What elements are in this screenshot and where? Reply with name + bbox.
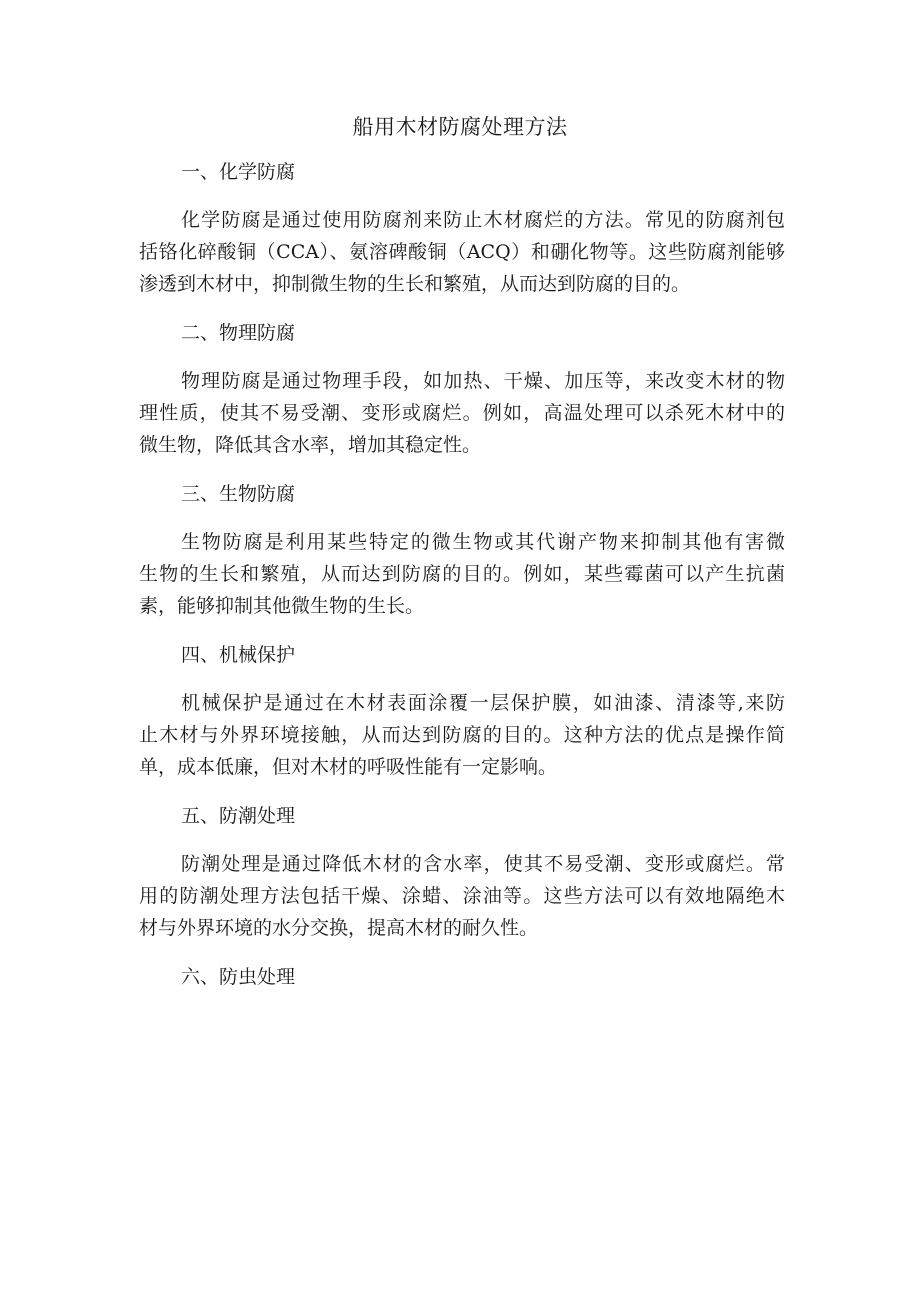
paragraph-line: 单，成本低廉，但对木材的呼吸性能有一定影响。 (139, 756, 558, 778)
section-heading: 四、机械保护 (181, 644, 296, 666)
section-physical-preservation (139, 317, 785, 478)
paragraph-line: 生物防腐是利用某些特定的微生物或其代谢产物来抑制其他有害微 (181, 531, 785, 553)
paragraph-line: 微生物，降低其含水率，增加其稳定性。 (139, 434, 482, 456)
paragraph-line: 括铬化碎酸铜（CCA）、氨溶碑酸铜（ACQ）和硼化物等。这些防腐剂能够 (139, 241, 785, 263)
paragraph-line: 材与外界环境的水分交换，提高木材的耐久性。 (139, 917, 539, 939)
paragraph-line: 素，能够抑制其他微生物的生长。 (139, 595, 425, 617)
section-insect-proofing (139, 961, 785, 993)
section-paragraph (139, 365, 785, 461)
section-biological-preservation (139, 478, 785, 639)
section-paragraph (139, 848, 785, 944)
section-heading: 二、物理防腐 (181, 322, 296, 344)
section-chemical-preservation (139, 156, 785, 317)
section-paragraph (139, 687, 785, 783)
section-paragraph (139, 204, 785, 300)
paragraph-line: 化学防腐是通过使用防腐剂来防止木材腐烂的方法。常见的防腐剂包 (181, 209, 785, 231)
section-mechanical-protection (139, 639, 785, 800)
paragraph-line: 生物的生长和繁殖，从而达到防腐的目的。例如，某些霉菌可以产生抗菌 (139, 563, 785, 585)
paragraph-line: 渗透到木材中，抑制微生物的生长和繁殖，从而达到防腐的目的。 (139, 273, 691, 295)
section-paragraph (139, 526, 785, 622)
section-heading: 三、生物防腐 (181, 483, 296, 505)
paragraph-line: 理性质，使其不易受潮、变形或腐烂。例如，高温处理可以杀死木材中的 (139, 402, 785, 424)
section-moisture-proofing (139, 800, 785, 961)
section-heading: 六、防虫处理 (181, 966, 296, 988)
section-heading: 五、防潮处理 (181, 805, 296, 827)
paragraph-line: 机械保护是通过在木材表面涂覆一层保护膜，如油漆、清漆等,来防 (181, 692, 785, 714)
section-heading: 一、化学防腐 (181, 161, 296, 183)
paragraph-line: 止木材与外界环境接触，从而达到防腐的目的。这种方法的优点是操作简 (139, 724, 785, 746)
paragraph-line: 物理防腐是通过物理手段，如加热、干燥、加压等，来改变木材的物 (181, 370, 785, 392)
document-title: 船用木材防腐处理方法 (352, 115, 568, 139)
document-body (139, 156, 785, 993)
paragraph-line: 用的防潮处理方法包括干燥、涂蜡、涂油等。这些方法可以有效地隔绝木 (139, 885, 785, 907)
paragraph-line: 防潮处理是通过降低木材的含水率，使其不易受潮、变形或腐烂。常 (181, 853, 785, 875)
